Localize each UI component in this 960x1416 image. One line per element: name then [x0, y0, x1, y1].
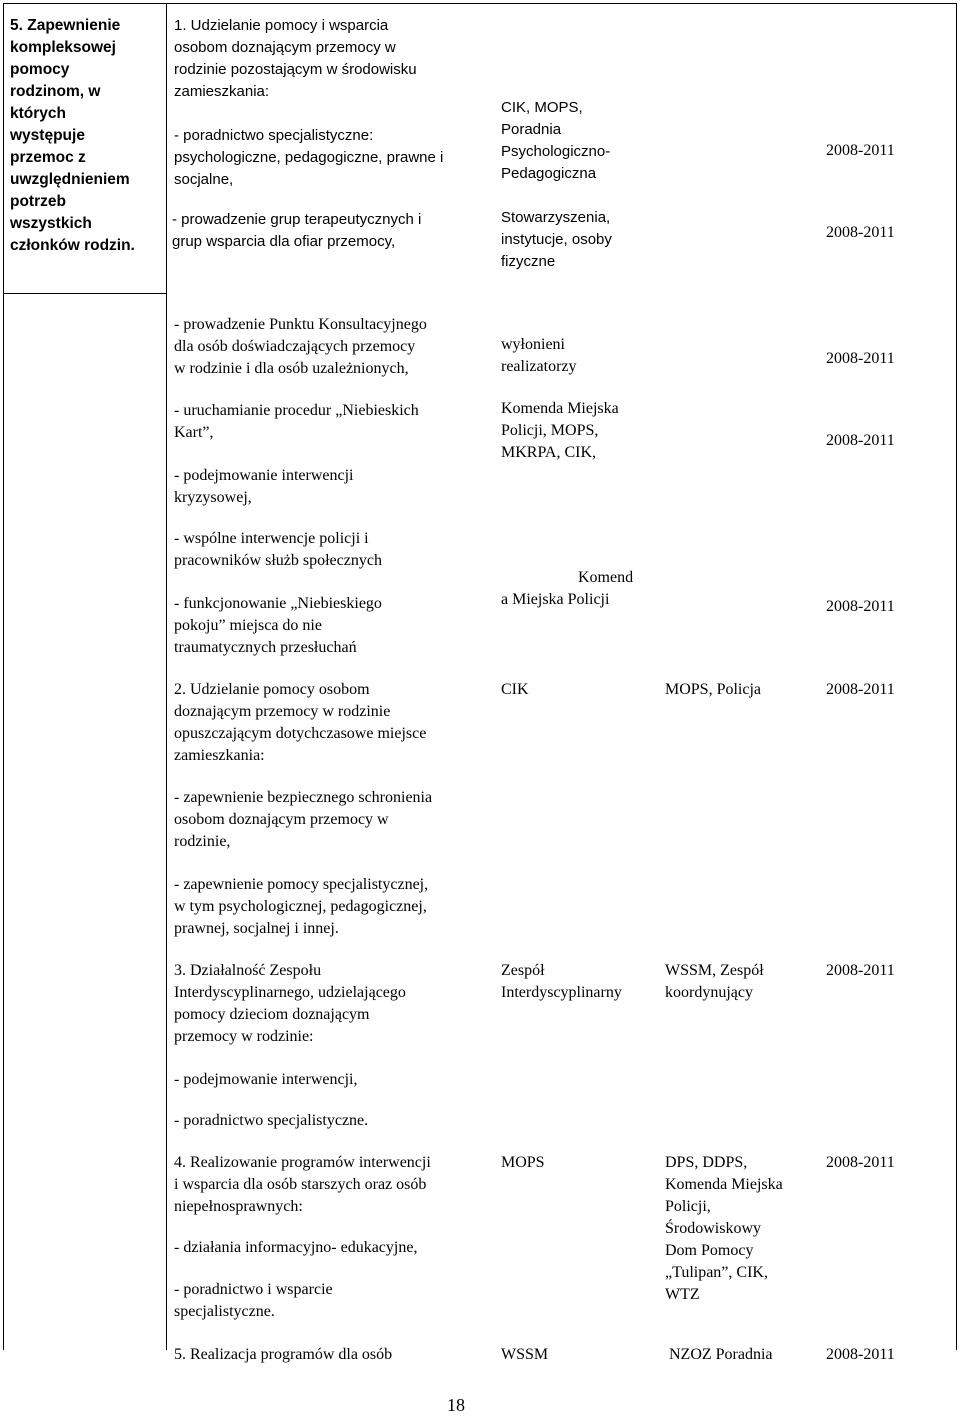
- action-4-item-education: - działania informacyjno- edukacyjne,: [174, 1239, 418, 1256]
- action-1-item-joint-interventions: - wspólne interwencje policji i pracowników służb społecznych: [174, 530, 382, 569]
- action-1-responsible-b: Stowarzyszenia, instytucje, osoby fizyczne: [501, 209, 612, 270]
- action-3-responsible: Zespół Interdyscyplinarny: [501, 962, 622, 1001]
- action-1-date-a: 2008-2011: [826, 142, 895, 159]
- action-1-item-blue-room: - funkcjonowanie „Niebieskiego pokoju” miejsca do nie traumatycznych przesłuchań: [174, 595, 382, 656]
- action-5-partners: NZOZ Poradnia: [669, 1346, 773, 1363]
- action-1-title: 1. Udzielanie pomocy i wsparcia osobom doznającym przemocy w rodzinie pozostającym w środowisku zamieszkania:: [174, 17, 417, 100]
- action-3-title: 3. Działalność Zespołu Interdyscyplinarnego, udzielającego pomocy dzieciom doznającym przemocy w rodzinie:: [174, 962, 406, 1045]
- page-number: 18: [447, 1395, 465, 1415]
- action-4-partners: DPS, DDPS, Komenda Miejska Policji, Środowiskowy Dom Pomocy „Tulipan”, CIK, WTZ: [665, 1154, 783, 1303]
- action-1-responsible-d: Komenda Miejska Policji, MOPS, MKRPA, CIK,: [501, 400, 619, 461]
- action-2-item-specialist-help: - zapewnienie pomocy specjalistycznej, w tym psychologicznej, pedagogicznej, prawnej, socjalnej i innej.: [174, 876, 429, 937]
- action-1-responsible-e-line2: a Miejska Policji: [501, 591, 610, 608]
- action-1-item-blue-cards: - uruchamianie procedur „Niebieskich Kart”,: [174, 402, 419, 441]
- action-2-title: 2. Udzielanie pomocy osobom doznającym przemocy w rodzinie opuszczającym dotychczasowe miejsce zamieszkania:: [174, 681, 427, 764]
- action-2-responsible: CIK: [501, 681, 529, 698]
- action-1-item-groups: - prowadzenie grup terapeutycznych i grup wsparcia dla ofiar przemocy,: [172, 211, 422, 250]
- action-1-item-counseling: - poradnictwo specjalistyczne: psychologiczne, pedagogiczne, prawne i socjalne,: [174, 127, 444, 188]
- action-2-item-shelter: - zapewnienie bezpiecznego schronienia osobom doznającym przemocy w rodzinie,: [174, 789, 433, 850]
- action-1-date-c: 2008-2011: [826, 350, 895, 367]
- action-3-item-interventions: - podejmowanie interwencji,: [174, 1071, 358, 1088]
- action-1-item-consulting-point: - prowadzenie Punktu Konsultacyjnego dla osób doświadczających przemocy w rodzinie i dla osób uzależnionych,: [174, 316, 427, 377]
- table-top-border: [3, 3, 956, 4]
- goal-heading: 5. Zapewnienie kompleksowej pomocy rodzinom, w których występuje przemoc z uwzględnieniem potrzeb wszystkich członków rodzin.: [10, 17, 135, 254]
- action-5-responsible: WSSM: [501, 1346, 549, 1363]
- action-3-item-counseling: - poradnictwo specjalistyczne.: [174, 1112, 369, 1129]
- action-2-partners: MOPS, Policja: [665, 681, 762, 698]
- row-divider-stub: [166, 1348, 167, 1350]
- action-4-item-support: - poradnictwo i wsparcie specjalistyczne.: [174, 1281, 333, 1320]
- action-3-partners: WSSM, Zespół koordynujący: [665, 962, 764, 1001]
- action-4-date: 2008-2011: [826, 1154, 895, 1171]
- action-1-responsible-a: CIK, MOPS, Poradnia Psychologiczno- Pedagogiczna: [501, 99, 611, 182]
- action-4-responsible: MOPS: [501, 1154, 545, 1171]
- action-1-responsible-e-line1: Komend: [578, 569, 634, 586]
- action-1-date-b: 2008-2011: [826, 224, 895, 241]
- table-right-border: [956, 3, 957, 1350]
- column-divider-1: [166, 3, 167, 1350]
- action-1-date-d: 2008-2011: [826, 432, 895, 449]
- action-4-title: 4. Realizowanie programów interwencji i wsparcia dla osób starszych oraz osób niepełnosprawnych:: [174, 1154, 431, 1215]
- action-1-responsible-c: wyłonieni realizatorzy: [501, 336, 577, 375]
- action-5-title: 5. Realizacja programów dla osób: [174, 1346, 393, 1363]
- table-left-border: [3, 3, 4, 1350]
- action-5-date: 2008-2011: [826, 1346, 895, 1363]
- action-1-item-crisis: - podejmowanie interwencji kryzysowej,: [174, 467, 354, 506]
- action-1-date-e: 2008-2011: [826, 598, 895, 615]
- action-3-date: 2008-2011: [826, 962, 895, 979]
- row-divider: [3, 293, 167, 294]
- action-2-date: 2008-2011: [826, 681, 895, 698]
